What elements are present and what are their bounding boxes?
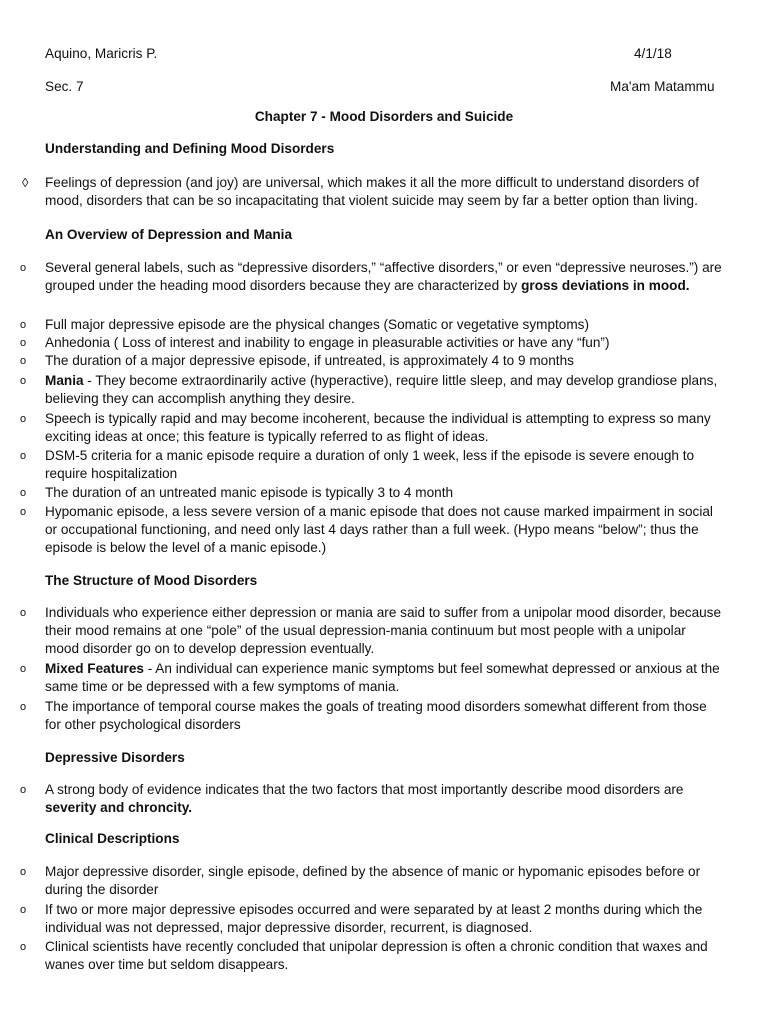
circle-bullet-icon: o (20, 262, 27, 274)
chapter-title: Chapter 7 - Mood Disorders and Suicide (254, 109, 514, 124)
circle-bullet-icon: o (20, 663, 27, 675)
circle-bullet-icon: o (20, 337, 27, 349)
document-page: Aquino, Maricris P. 4/1/18 Sec. 7 Ma'am Matammu Chapter 7 - Mood Disorders and Suicide Understanding and Defining Mood Disorders ◊ Feelings of depression (and joy) are universal, which makes it all the more difficult to understand disorders of mood, disorders that can be so incapacitating that violent suicide may seem by far a better option than living. An Overview of Depression and Mania o Several general labels, such as “depressive disorders,” “affective disorders,” or even “depressive neuroses.”) are grouped under the heading mood disorders because they are characterized by gross deviations in mood. o Full major depressive episode are the physical changes (Somatic or vegetative symptoms) o Anhedonia ( Loss of interest and inability to engage in pleasurable activities or have any “fun”) o The duration of a major depressive episode, if untreated, is approximately 4 to 9 months o Mania - They become extraordinarily active (hyperactive), require little sleep, and may develop grandiose plans, believing they can accomplish anything they desire. o Speech is typically rapid and may become incoherent, because the individual is attempting to express so many exciting ideas at once; this feature is typically referred to as flight of ideas. o DSM-5 criteria for a manic episode require a duration of only 1 week, less if the episode is severe enough to require hospitalization o The duration of an untreated manic episode is typically 3 to 4 month o Hypomanic episode, a less severe version of a manic episode that does not cause marked impairment in social or occupational functioning, and need only last 4 days rather than a full week. (Hypo means “below”; thus the episode is below the level of a manic episode.) The Structure of Mood Disorders o Individuals who experience either depression or mania are said to suffer from a unipolar mood disorder, because their mood remains at one “pole” of the usual depression-mania continuum but most people with a unipolar mood disorder go on to develop depression eventually. o Mixed Features - An individual can experience manic symptoms but feel somewhat depressed or anxious at the same time or be depressed with a few symptoms of mania. o The importance of temporal course makes the goals of treating mood disorders somewhat different from those for other psychological disorders Depressive Disorders o A strong body of evidence indicates that the two factors that most importantly describe mood disorders are severity and chroncity. Clinical Descriptions o Major depressive disorder, single episode, defined by the absence of manic or hypomanic episodes before or during the disorder o If two or more major depressive episodes occurred and were separated by at least 2 months during which the individual was not depressed, major depressive disorder, recurrent, is diagnosed. o Clinical scientists have recently concluded that unipolar depression is often a chronic condition that waxes and wanes over time but seldom disappears. (0, 0, 768, 1024)
circle-bullet-icon: o (20, 375, 27, 387)
circle-bullet-icon: o (20, 784, 27, 796)
circle-bullet-icon: o (20, 413, 27, 425)
circle-bullet-icon: o (20, 319, 27, 331)
date: 4/1/18 (634, 46, 672, 61)
circle-bullet-icon: o (20, 866, 27, 878)
student-name: Aquino, Maricris P. (45, 46, 158, 61)
circle-bullet-icon: o (20, 941, 27, 953)
section-number: Sec. 7 (45, 79, 84, 94)
circle-bullet-icon: o (20, 701, 27, 713)
circle-bullet-icon: o (20, 487, 27, 499)
section-heading-structure: The Structure of Mood Disorders (45, 573, 258, 588)
section-heading-overview: An Overview of Depression and Mania (45, 227, 293, 242)
circle-bullet-icon: o (20, 607, 27, 619)
section-heading-understanding: Understanding and Defining Mood Disorders (45, 141, 335, 156)
circle-bullet-icon: o (20, 450, 27, 462)
section-heading-depressive: Depressive Disorders (45, 750, 185, 765)
circle-bullet-icon: o (20, 506, 27, 518)
circle-bullet-icon: o (20, 355, 27, 367)
circle-bullet-icon: o (20, 904, 27, 916)
diamond-bullet-icon: ◊ (22, 175, 29, 190)
section-heading-clinical: Clinical Descriptions (45, 831, 180, 846)
teacher-name: Ma'am Matammu (610, 79, 715, 94)
